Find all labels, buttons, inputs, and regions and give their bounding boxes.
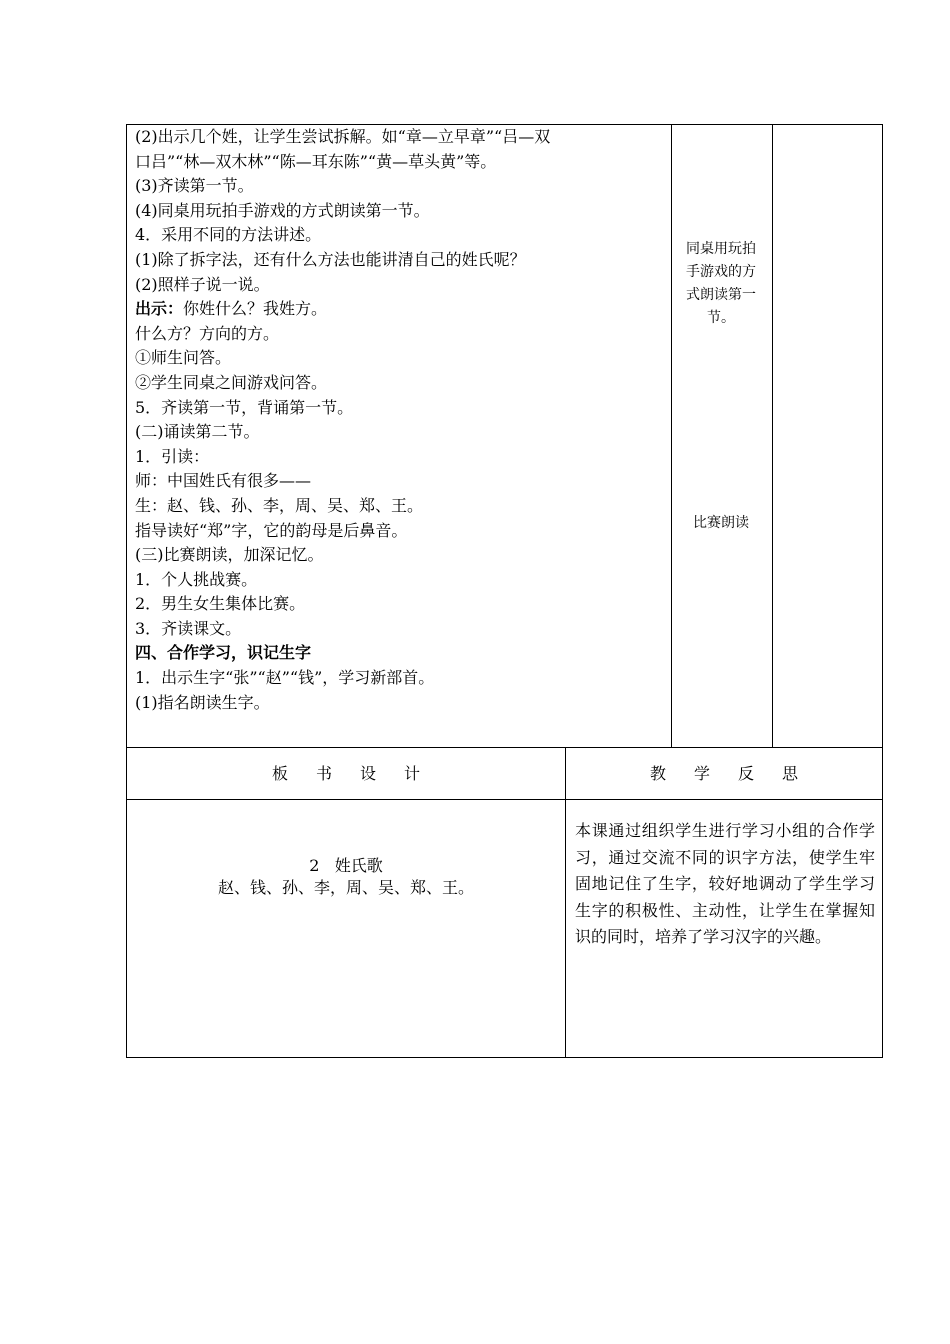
reflection-header: 教学反思 bbox=[649, 764, 826, 783]
board-content: 赵、钱、孙、李，周、吴、郑、王。 bbox=[217, 878, 474, 897]
lesson-line: 1．个人挑战赛。 bbox=[135, 569, 258, 589]
lesson-line: (2)出示几个姓，让学生尝试拆解。如“章—立早章”“吕—双 bbox=[135, 127, 551, 146]
lesson-line: 什么方？方向的方。 bbox=[135, 323, 280, 343]
lesson-line: ①师生问答。 bbox=[135, 348, 232, 368]
divider-row2 bbox=[126, 799, 883, 800]
side-note-line: 节。 bbox=[707, 310, 735, 326]
lesson-line: 生：赵、钱、孙、李，周、吴、郑、王。 bbox=[135, 495, 424, 515]
lesson-line: 2．男生女生集体比赛。 bbox=[135, 594, 306, 614]
board-title bbox=[127, 855, 565, 877]
side-note-line: 式朗读第一 bbox=[686, 287, 756, 303]
divider-col1 bbox=[671, 124, 672, 748]
divider-col2 bbox=[772, 124, 773, 748]
lesson-line: 师：中国姓氏有很多—— bbox=[135, 471, 312, 491]
board-title-number: 2 bbox=[309, 856, 320, 875]
lesson-line: (二)诵读第二节。 bbox=[135, 422, 260, 442]
lesson-line: 出示：你姓什么？我姓方。 bbox=[135, 299, 328, 319]
lesson-line: (1)指名朗读生字。 bbox=[135, 692, 270, 712]
side-note-line: 同桌用玩拍 bbox=[686, 241, 756, 257]
lesson-line: (2)照样子说一说。 bbox=[135, 274, 270, 294]
lesson-line: (3)齐读第一节。 bbox=[135, 176, 254, 196]
lesson-line: ②学生同桌之间游戏问答。 bbox=[135, 372, 328, 392]
side-note-contest: 比赛朗读 bbox=[693, 515, 749, 531]
lesson-line: (三)比赛朗读，加深记忆。 bbox=[135, 545, 324, 565]
lesson-line: 1．出示生字“张”“赵”“钱”，学习新部首。 bbox=[135, 668, 435, 688]
lesson-line: 四、合作学习，识记生字 bbox=[135, 643, 312, 663]
side-note-line: 手游戏的方 bbox=[686, 264, 756, 280]
lesson-line: (4)同桌用玩拍手游戏的方式朗读第一节。 bbox=[135, 200, 430, 220]
board-design-header: 板书设计 bbox=[271, 764, 448, 783]
lesson-line: 1．引读： bbox=[135, 446, 210, 466]
lesson-line: 口吕”“林—双木林”“陈—耳东陈”“黄—草头黄”等。 bbox=[135, 151, 497, 171]
divider-row1 bbox=[126, 747, 883, 748]
board-title-text: 姓氏歌 bbox=[334, 856, 383, 875]
lesson-line: 3．齐读课文。 bbox=[135, 618, 242, 638]
board-design bbox=[127, 855, 565, 899]
lesson-line: 4．采用不同的方法讲述。 bbox=[135, 225, 322, 245]
lesson-content bbox=[135, 125, 670, 715]
lesson-line: 指导读好“郑”字，它的韵母是后鼻音。 bbox=[135, 520, 408, 540]
divider-bottom-col bbox=[565, 747, 566, 1058]
reflection-text: 本课通过组织学生进行学习小组的合作学习，通过交流不同的识字方法，使学生牢固地记住了生字，较好地调动了学生学习生字的积极性、主动性，让学生在掌握知识的同时，培养了学习汉字的兴趣。 bbox=[575, 821, 875, 946]
lesson-line: 5．齐读第一节，背诵第一节。 bbox=[135, 397, 354, 417]
side-note-clap-game bbox=[675, 238, 767, 330]
lesson-line: (1)除了拆字法，还有什么方法也能讲清自己的姓氏呢？ bbox=[135, 249, 526, 269]
